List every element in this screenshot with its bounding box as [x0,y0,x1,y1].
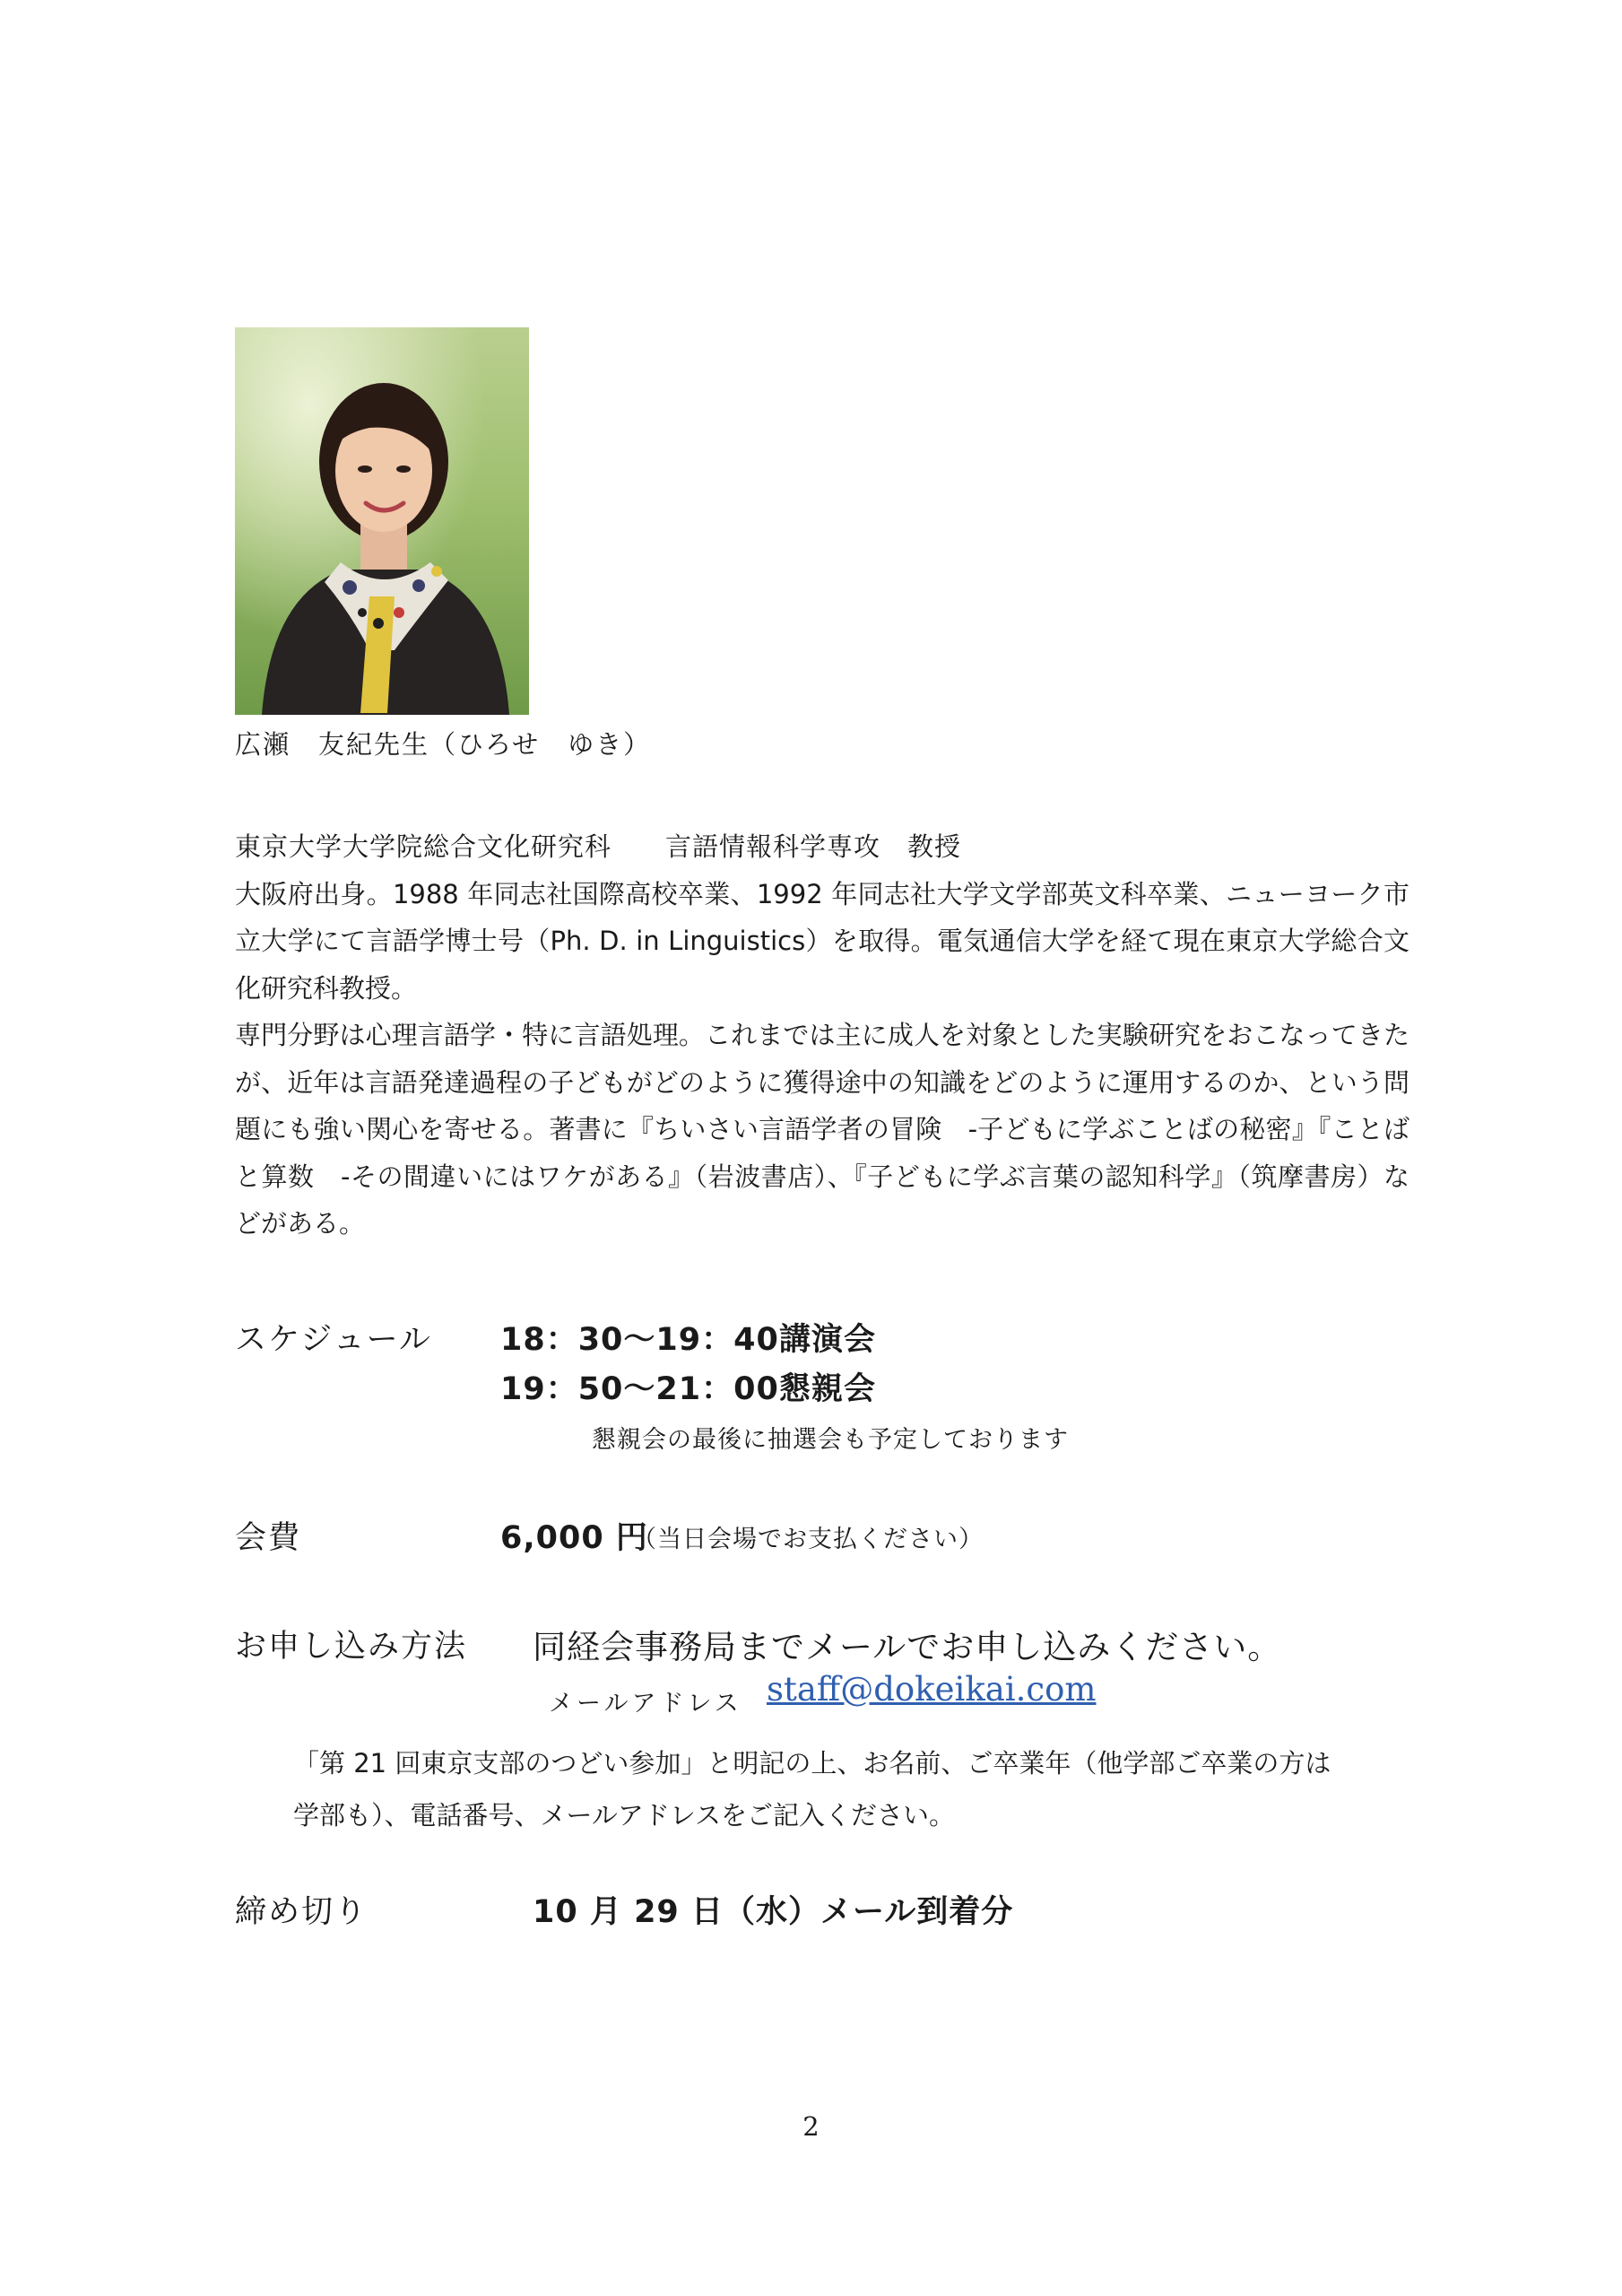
schedule-note: 懇親会の最後に抽選会も予定しております [592,1426,1069,1454]
fee-label: 会費 [235,1520,302,1556]
profile-caption: 広瀬 友紀先生（ひろせ ゆき） [235,729,652,760]
email-label: メールアドレス [549,1690,742,1718]
application-note-line-1: 「第 21 回東京支部のつどい参加」と明記の上、お名前、ご卒業年（他学部ご卒業の方は [293,1748,1331,1779]
biography [235,823,1409,1248]
application-label: お申し込み方法 [235,1629,468,1665]
fee-amount: 6,000 円 [500,1520,648,1556]
deadline-label: 締め切り [235,1894,369,1930]
bio-background: 大阪府出身。1988 年同志社国際高校卒業、1992 年同志社大学文学部英文科卒業、ニューヨーク市立大学にて言語学博士号（Ph. D. in Linguistics）を取得。電気通信大学を経て現在東京大学総合文化研究科教授。 [235,878,1409,1004]
deadline-value: 10 月 29 日（水）メール到着分 [533,1894,1014,1930]
profile-photo [235,327,529,715]
email-link[interactable]: staff@dokeikai.com [767,1670,1097,1709]
application-note [293,1737,1405,1841]
schedule-time-1: 18：30〜19：40 [500,1322,779,1358]
schedule-event-1: 講演会 [779,1322,877,1358]
fee-note: （当日会場でお支払ください） [632,1526,984,1553]
page-number: 2 [802,2111,820,2142]
schedule-label: スケジュール [235,1322,432,1358]
application-instruction: 同経会事務局までメールでお申し込みください。 [533,1628,1282,1666]
bio-research: 専門分野は心理言語学・特に言語処理。これまでは主に成人を対象とした実験研究をおこなってきたが、近年は言語発達過程の子どもがどのように獲得途中の知識をどのように運用するのか、という問題にも強い関心を寄せる。著書に『ちいさい言語学者の冒険 -子どもに学ぶことばの秘密』『ことばと算数 -その間違いにはワケがある』（岩波書店）、『子どもに学ぶ言葉の認知科学』（筑摩書房）などがある。 [235,1020,1409,1239]
schedule-time-2: 19：50〜21：00 [500,1371,779,1407]
application-note-line-2: 学部も）、電話番号、メールアドレスをご記入ください。 [293,1800,956,1831]
bio-affiliation: 東京大学大学院総合文化研究科 言語情報科学専攻 教授 [235,831,962,862]
schedule-event-2: 懇親会 [779,1371,877,1407]
